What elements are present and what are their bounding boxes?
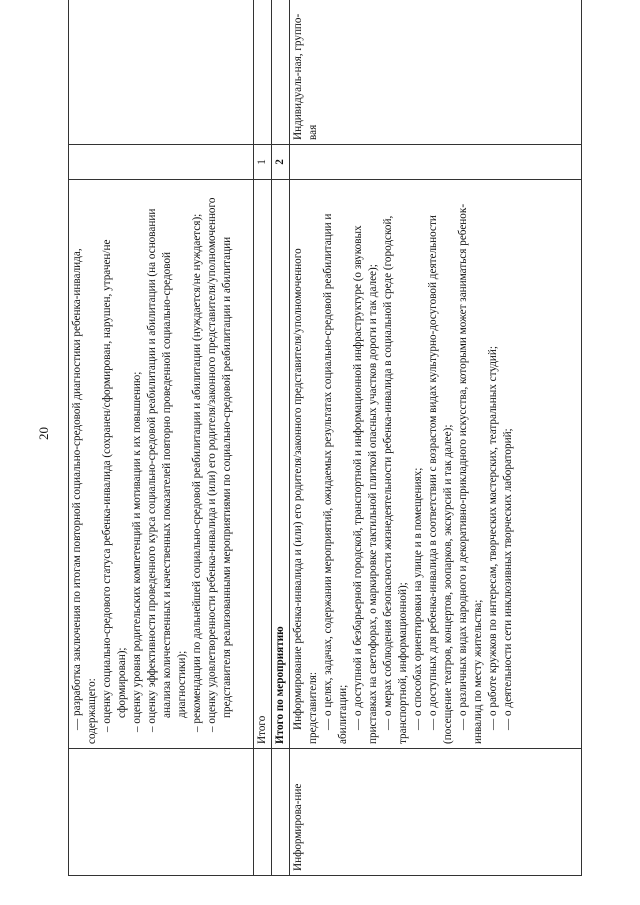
rotated-page	[68, 13, 623, 876]
table-row	[254, 0, 272, 876]
list-item: — о доступных для ребенка-инвалида в соответствии с возрастом видах культурно-досуговой деятельности (посещение театров, концертов, зоопарков, экскурсий и так далее);	[427, 215, 454, 744]
table-row	[272, 0, 290, 876]
itogo-meropr-value: 2	[272, 145, 290, 180]
itogo-value: 1	[254, 145, 272, 180]
section-content	[290, 180, 582, 749]
table-row	[290, 0, 582, 876]
list-item: — о мерах соблюдения безопасности жизнедеятельности ребенка-инвалида в социальной среде (городской, транспортной, информационной);	[382, 215, 409, 744]
list-item: — о доступной и безбарьерной городской, транспортной и информационной инфраструктуре (о звуковых приставках на светофорах, о маркировке тактильной плиткой опасных участков дороги и так далее);	[352, 225, 379, 744]
list-item: — разработка заключения по итогам повторной социально-средовой диагностики ребенка-инвалида, содержащего:	[71, 248, 98, 744]
list-item: — о деятельности сети инклюзивных творческих лабораторий;	[502, 428, 514, 730]
list-item: — о работе кружков по интересам, творческих мастерских, театральных студий;	[487, 345, 499, 730]
itogo-label: Итого	[254, 180, 272, 749]
section-name: Информирова-ние	[290, 749, 582, 876]
list-item: – оценку уровня родительских компетенций и мотивации к их повышению;	[131, 371, 143, 732]
section-form: Индивидуаль-ная, группо-вая	[290, 0, 582, 145]
section-intro: Информирование ребенка-инвалида и (или) его родителя/законного представителя/уполномоченного представителя:	[292, 248, 319, 744]
list-item: — о способах ориентировки на улице и в помещениях;	[412, 467, 424, 730]
list-item: – оценку эффективности проведенного курса социально-средовой реабилитации и абилитации (на основании анализа количественных и качественных показателей повторно проведенной социально-средовой диагностики);	[146, 208, 188, 732]
list-item: – оценку социально-средового статуса ребенка-инвалида (сохранен/сформирован, нарушен, утрачен/не сформирован);	[101, 239, 128, 732]
list-item: – оценку удовлетворенности ребенка-инвалида и (или) его родителя/законного представителя/уполномоченного представителя реализованными мероприятиями по социально-средовой реабилитации и абилитации	[206, 197, 233, 732]
list-item: – рекомендации по дальнейшей социально-средовой реабилитации и абилитации (нуждается/не нуждается);	[191, 213, 203, 732]
diagnostics-cell	[69, 180, 254, 749]
itogo-meropr-label: Итого по мероприятию	[272, 180, 290, 749]
list-item: — о целях, задачах, содержании мероприятий, ожидаемых результатах социально-средовой реабилитации и абилитации;	[322, 213, 349, 744]
rehab-table	[68, 0, 582, 876]
list-item: — о различных видах народного и декоративно-прикладного искусства, которыми может заниматься ребенок-инвалид по месту жительства;	[457, 203, 484, 744]
table-row	[69, 0, 254, 876]
page-number: 20	[36, 427, 51, 440]
